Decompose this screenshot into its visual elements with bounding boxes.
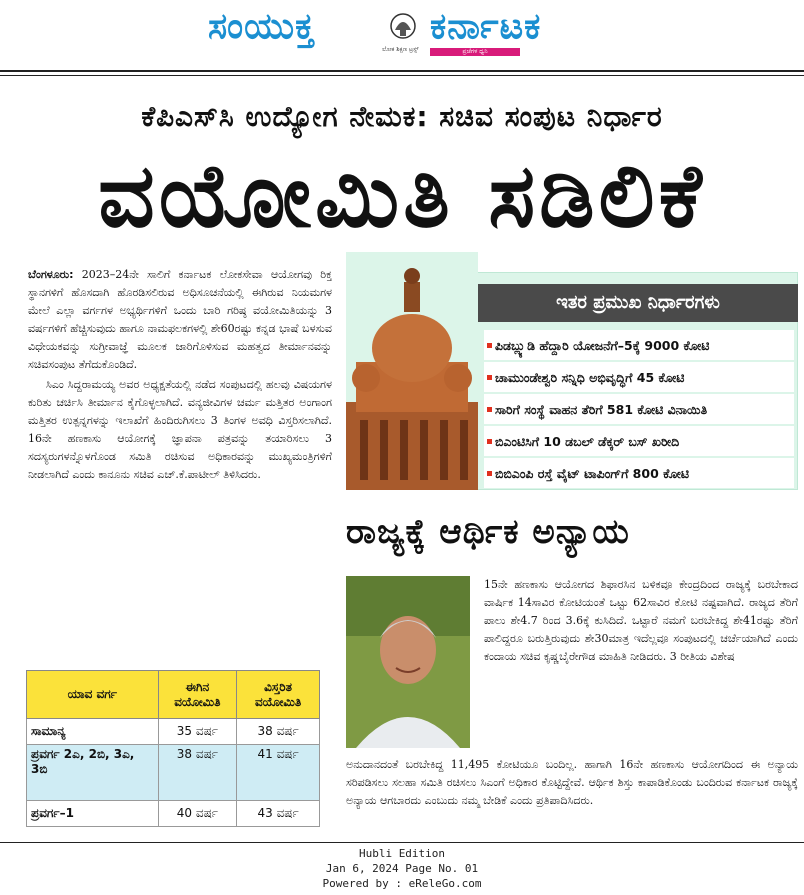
list-item: ಪಿಡಬ್ಲ್ಯುಡಿ ಹೆದ್ದಾರಿ ಯೋಜನೆಗೆ–5ಕ್ಕೆ 9000 ಕೋಟಿ: [484, 330, 794, 360]
minister-photo: [346, 576, 470, 748]
second-article-text-full: ಅನುದಾನದಂತೆ ಬರಬೇಕಿದ್ದ 11,495 ಕೋಟಿಯೂ ಬಂದಿಲ್ಲ. ಹಾಗಾಗಿ 16ನೇ ಹಣಕಾಸು ಆಯೋಗದಿಂದ ಈ ಅನ್ಯಾಯ ಸರಿಪಡಿಸಲು ಸಲಹಾ ಸಮಿತಿ ರಚಿಸಲು ಸಿಎಂಗೆ ಅಧಿಕಾರ ಕೊಟ್ಟಿದ್ದೇವೆ. ಆರ್ಥಿಕ ಶಿಸ್ತು ಕಾಪಾಡಿಕೊಂಡು ಬಂದಿರುವ ಕರ್ನಾಟಕ ರಾಜ್ಯಕ್ಕೆ ಅನ್ಯಾಯ ಆಗಬಾರದು ಎಂಬುದು ನಮ್ಮ ಬೇಡಿಕೆ ಎಂದು ಪ್ರತಿಪಾದಿಸಿದರು.: [346, 758, 798, 807]
table-cell-extended: 43 ವರ್ಷ: [237, 801, 320, 827]
left-article-text-1: 2023–24ನೇ ಸಾಲಿಗೆ ಕರ್ನಾಟಕ ಲೋಕಸೇವಾ ಆಯೋಗವು ರಿಕ್ತ ಸ್ಥಾನಗಳಿಗೆ ಹೊಸದಾಗಿ ಹೊರಡಿಸಲಿರುವ ಅಧಿಸೂಚನೆಯಲ್ಲಿ ಈಗಿರುವ ನಿಯಮಗಳ ಮೇಲೆ ಎಲ್ಲಾ ವರ್ಗಗಳ ಅಭ್ಯರ್ಥಿಗಳಿಗೆ ಒಂದು ಬಾರಿ ಗರಿಷ್ಠ ವಯೋಮಿತಿಯನ್ನು 3 ವರ್ಷಗಳಿಗೆ ಹೆಚ್ಚಿಸುವುದು ಹಾಗೂ ನಾಮಫಲಕಗಳಲ್ಲಿ ಶೇ60ರಷ್ಟು ಕನ್ನಡ ಭಾಷೆ ಬಳಸುವ ವಿಧೇಯಕವನ್ನು ಸುಗ್ರೀವಾಜ್ಞೆ ಮೂಲಕ ಜಾರಿಗೊಳಿಸುವ ಮಹತ್ವದ ತೀರ್ಮಾನವನ್ನು ಸಚಿವಸಂಪುಟ ತೆಗೆದುಕೊಂಡಿದೆ.: [28, 268, 332, 371]
other-decisions-title: ಇತರ ಪ್ರಮುಖ ನಿರ್ಧಾರಗಳು: [478, 284, 798, 322]
masthead-tagline: ಪ್ರಜೆಗಳ ಧ್ವನಿ: [430, 48, 520, 56]
table-row: [27, 719, 320, 745]
table-row: [27, 801, 320, 827]
emblem-caption: ಲೋಕ ಶಿಕ್ಷಣ ಟ್ರಸ್ಟ್: [382, 46, 419, 53]
list-item: ಚಾಮುಂಡೇಶ್ವರಿ ಸನ್ನಿಧಿ ಅಭಿವೃದ್ಧಿಗೆ 45 ಕೋಟಿ: [484, 362, 794, 392]
left-article-para-1: [28, 266, 332, 374]
second-article-text-beside: 15ನೇ ಹಣಕಾಸು ಆಯೋಗದ ಶಿಫಾರಸಿನ ಬಳಿಕವೂ ಕೇಂದ್ರದಿಂದ ರಾಜ್ಯಕ್ಕೆ ಬರಬೇಕಾದ ವಾರ್ಷಿಕ 14ಸಾವಿರ ಕೋಟಿಯಂತೆ ಒಟ್ಟು 62ಸಾವಿರ ಕೋಟಿ ನಷ್ಟವಾಗಿದೆ. ರಾಜ್ಯದ ತೆರಿಗೆ ಪಾಲು ಶೇ4.7 ರಿಂದ 3.6ಕ್ಕೆ ಕುಸಿದಿದೆ. ಒಟ್ಟಾರೆ ನಮಗೆ ಬರಬೇಕಿದ್ದ ಶೇ41ರಷ್ಟು ತೆರಿಗೆ ಪಾಲಿದ್ದರೂ ಬರುತ್ತಿರುವುದು ಶೇ30ಮಾತ್ರ ಇದೆಲ್ಲವೂ ಸಂಪುಟದಲ್ಲಿ ಚರ್ಚೆಯಾಗಿದೆ ಎಂದು ಕಂದಾಯ ಸಚಿವ ಕೃಷ್ಣಬೈರೇಗೌಡ ಮಾಹಿತಿ ನೀಡಿದರು. 3 ರೀತಿಯ ವಿಶೇಷ: [484, 578, 798, 663]
table-cell-current: 35 ವರ್ಷ: [158, 719, 237, 745]
list-item: ಸಾರಿಗೆ ಸಂಸ್ಥೆ ವಾಹನ ತೆರಿಗೆ 581 ಕೋಟಿ ವಿನಾಯಿತಿ: [484, 394, 794, 424]
table-header-row: [27, 671, 320, 719]
list-item: ಬಿಎಂಟಿಸಿಗೆ 10 ಡಬಲ್ ಡೆಕ್ಕರ್ ಬಸ್ ಖರೀದಿ: [484, 426, 794, 456]
vidhana-soudha-image: [346, 252, 478, 490]
top-rule: [0, 70, 804, 72]
table-cell-category: ಪ್ರವರ್ಗ–1: [27, 801, 159, 827]
second-headline: ರಾಜ್ಯಕ್ಕೆ ಆರ್ಥಿಕ ಅನ್ಯಾಯ: [346, 512, 630, 552]
footer: [0, 846, 804, 891]
table-header-current: ಈಗಿನ ವಯೋಮಿತಿ: [158, 671, 237, 719]
table-cell-category: ಸಾಮಾನ್ಯ: [27, 719, 159, 745]
footer-edition: Hubli Edition: [358, 847, 446, 860]
list-item: ಬಿಬಿಎಂಪಿ ರಸ್ತೆ ವೈಟ್ ಟಾಪಿಂಗ್‌ಗೆ 800 ಕೋಟಿ: [484, 458, 794, 488]
footer-powered-by[interactable]: Powered by : eReleGo.com: [322, 877, 482, 890]
masthead-name-right: ಕರ್ನಾಟಕ: [430, 6, 542, 47]
table-cell-category: ಪ್ರವರ್ಗ 2ಎ, 2ಬಿ, 3ಎ, 3ಬಿ: [27, 745, 159, 801]
masthead: [0, 0, 804, 64]
table-row: [27, 745, 320, 801]
table-header-category: ಯಾವ ವರ್ಗ: [27, 671, 159, 719]
left-article-para-2: ಸಿಎಂ ಸಿದ್ದರಾಮಯ್ಯ ಅವರ ಅಧ್ಯಕ್ಷತೆಯಲ್ಲಿ ನಡೆದ ಸಂಪುಟದಲ್ಲಿ ಹಲವು ವಿಷಯಗಳ ಕುರಿತು ಚರ್ಚಿಸಿ ತೀರ್ಮಾನ ಕೈಗೊಳ್ಳಲಾಗಿದೆ. ವನ್ಯಜೀವಿಗಳ ಚರ್ಮ ಮತ್ತಿತರ ಅಂಗಾಂಗ ಮತ್ತಿತರ ಉತ್ಪನ್ನಗಳನ್ನು ಇಲಾಖೆಗೆ ಹಿಂದಿರುಗಿಸಲು 3 ತಿಂಗಳ ಅವಧಿ ವಿಸ್ತರಿಸಲಾಗಿದೆ. 16ನೇ ಹಣಕಾಸು ಆಯೋಗಕ್ಕೆ ಜ್ಞಾಪನಾ ಪತ್ರವನ್ನು ತಯಾರಿಸಲು 3 ಸದಸ್ಯರುಗಳನ್ನೊಳಗೊಂಡ ಸಮಿತಿ ರಚಿಸುವ ಅಧಿಕಾರವನ್ನು ಮುಖ್ಯಮಂತ್ರಿಗಳಿಗೆ ನೀಡಲಾಗಿದೆ ಎಂದು ಕಾನೂನು ಸಚಿವ ಎಚ್.ಕೆ.ಪಾಟೀಲ್ ತಿಳಿಸಿದರು.: [28, 378, 332, 481]
masthead-name-left: ಸಂಯುಕ್ತ: [208, 6, 316, 47]
table-header-extended: ವಿಸ್ತರಿತ ವಯೋಮಿತಿ: [237, 671, 320, 719]
kicker-headline: ಕೆಪಿಎಸ್‌ಸಿ ಉದ್ಯೋಗ ನೇಮಕ: ಸಚಿವ ಸಂಪುಟ ನಿರ್ಧಾರ: [141, 100, 663, 133]
dateline-place: ಬೆಂಗಳೂರು:: [28, 268, 74, 281]
table-cell-extended: 41 ವರ್ಷ: [237, 745, 320, 801]
top-rule-thin: [0, 75, 804, 76]
main-headline: ವಯೋಮಿತಿ ಸಡಿಲಿಕೆ: [98, 144, 706, 247]
age-limit-table: [26, 670, 320, 827]
table-cell-current: 38 ವರ್ಷ: [158, 745, 237, 801]
table-cell-extended: 38 ವರ್ಷ: [237, 719, 320, 745]
emblem-icon: [382, 10, 424, 46]
footer-date-page: Jan 6, 2024 Page No. 01: [325, 862, 479, 875]
left-article: [28, 266, 332, 486]
table-cell-current: 40 ವರ್ಷ: [158, 801, 237, 827]
other-decisions-list: [484, 330, 794, 490]
bottom-rule: [0, 842, 804, 843]
